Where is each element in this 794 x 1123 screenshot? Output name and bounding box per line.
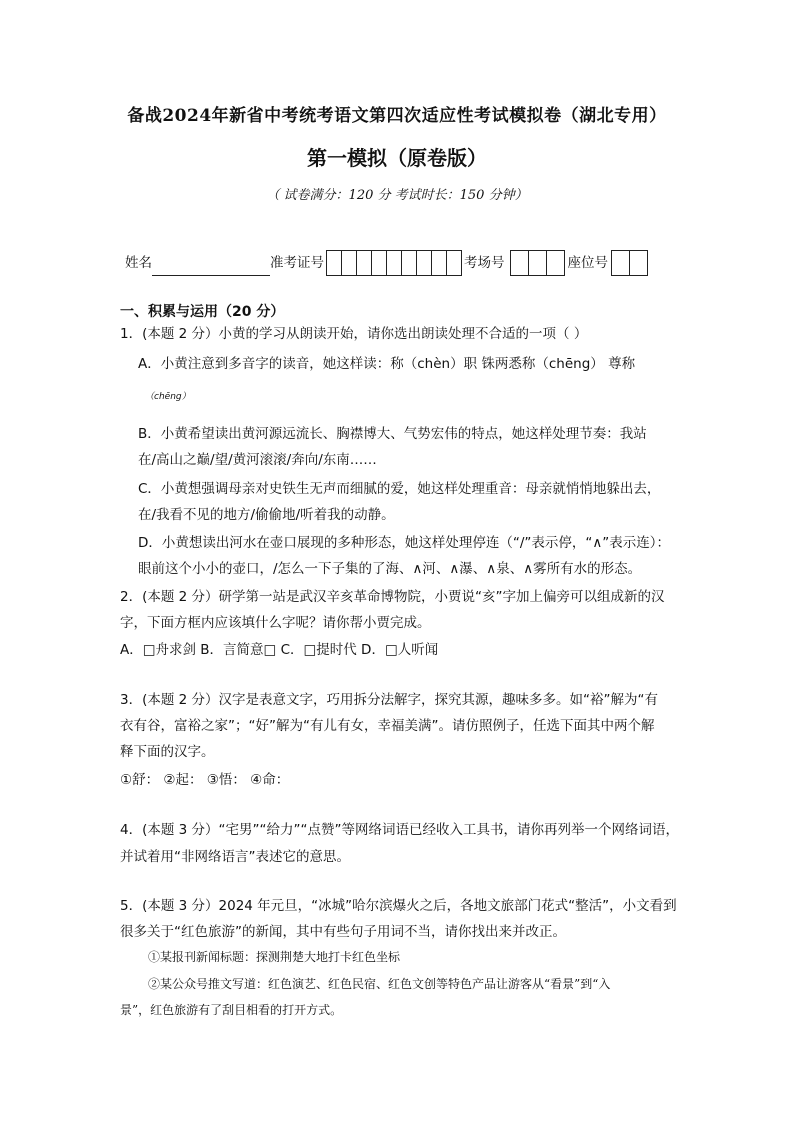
- q5-stem-cont: 很多关于“红色旅游”的新闻，其中有些句子用词不当，请你找出来并改正。: [120, 924, 566, 940]
- digit-box[interactable]: [371, 250, 387, 276]
- q1-option-b: B．小黄希望读出黄河源远流长、胸襟博大、气势宏伟的特点，她这样处理节奏：我站: [138, 426, 647, 442]
- q5-sentence-2: ②某公众号推文写道：红色演艺、红色民宿、红色文创等特色产品让游客从“看景”到“入: [148, 977, 611, 991]
- exam-title: 备战2024年新省中考统考语文第四次适应性考试模拟卷（湖北专用）: [127, 106, 667, 126]
- digit-box[interactable]: [446, 250, 462, 276]
- q1-stem: 1．(本题 2 分）小黄的学习从朗读开始，请你选出朗读处理不合适的一项（ ）: [120, 326, 588, 342]
- q1-option-c: C．小黄想强调母亲对史铁生无声而细腻的爱，她这样处理重音：母亲就悄悄地躲出去，: [138, 481, 661, 497]
- digit-box[interactable]: [629, 250, 648, 276]
- exam-subtitle: 第一模拟（原卷版）: [307, 146, 487, 170]
- q1-option-b-cont: 在/高山之巅/望/黄河滚滚/奔向/东南……: [138, 452, 377, 468]
- digit-box[interactable]: [386, 250, 402, 276]
- seat-number-boxes[interactable]: [612, 250, 648, 276]
- name-blank[interactable]: [152, 261, 270, 276]
- digit-box[interactable]: [416, 250, 432, 276]
- digit-box[interactable]: [528, 250, 547, 276]
- q5-sentence-2-cont: 景”，红色旅游有了刮目相看的打开方式。: [120, 1003, 343, 1017]
- q5-stem: 5．(本题 3 分）2024 年元旦，“冰城”哈尔滨爆火之后，各地文旅部门花式“整活”，小文看到: [120, 898, 677, 914]
- digit-box[interactable]: [341, 250, 357, 276]
- q1-option-a-cont: （chēng）: [145, 392, 191, 402]
- q2-options: A．□舟求剑 B．言简意□ C．□提时代 D．□人听闻: [120, 642, 439, 658]
- q4-stem-cont: 并试着用“非网络语言”表述它的意思。: [120, 849, 350, 865]
- q4-stem: 4．(本题 3 分）“宅男”“给力”“点赞”等网络词语已经收入工具书，请你再列举一个网络词语，: [120, 822, 679, 838]
- q2-stem-cont: 字，下面方框内应该填什么字呢？请你帮小贾完成。: [120, 615, 431, 631]
- room-number-boxes[interactable]: [511, 250, 565, 276]
- q1-option-a: A．小黄注意到多音字的读音，她这样读：称（chèn）职 铢两悉称（chēng） 尊称: [138, 356, 636, 372]
- digit-box[interactable]: [431, 250, 447, 276]
- digit-box[interactable]: [326, 250, 342, 276]
- q1-option-c-cont: 在/我看不见的地方/偷偷地/听着我的动静。: [138, 507, 395, 523]
- digit-box[interactable]: [510, 250, 529, 276]
- section-heading: 一、积累与运用（20 分）: [120, 304, 285, 320]
- q3-stem-cont1: 衣有谷，富裕之家”；“好”解为“有儿有女，幸福美满”。请仿照例子，任选下面其中两个解: [120, 718, 655, 734]
- q2-stem: 2．(本题 2 分）研学第一站是武汉辛亥革命博物院，小贾说“亥”字加上偏旁可以组成新的汉: [120, 589, 665, 605]
- q3-stem-cont2: 释下面的汉字。: [120, 744, 215, 760]
- q5-sentence-1: ①某报刊新闻标题：探测荆楚大地打卡红色坐标: [148, 950, 401, 964]
- candidate-info-row: [125, 250, 648, 276]
- ticket-label: 准考证号: [270, 255, 324, 271]
- exam-info: （ 试卷满分：120 分 考试时长：150 分钟）: [266, 188, 528, 203]
- q1-option-d: D．小黄想读出河水在壶口展现的多种形态，她这样处理停连（“/”表示停，“∧”表示连）：: [138, 535, 671, 551]
- room-label: 考场号: [464, 255, 505, 271]
- digit-box[interactable]: [356, 250, 372, 276]
- q3-stem: 3．(本题 2 分）汉字是表意文字，巧用拆分法解字，探究其源，趣味多多。如“裕”解为“有: [120, 692, 659, 708]
- q1-option-d-cont: 眼前这个小小的壶口，/怎么一下子集的了海、∧河、∧瀑、∧泉、∧雾所有水的形态。: [138, 561, 642, 577]
- name-label: 姓名: [125, 255, 152, 271]
- digit-box[interactable]: [611, 250, 630, 276]
- q3-items: ①舒： ②起： ③悟： ④命：: [120, 772, 290, 788]
- seat-label: 座位号: [567, 255, 608, 271]
- digit-box[interactable]: [546, 250, 565, 276]
- ticket-number-boxes[interactable]: [327, 250, 462, 276]
- digit-box[interactable]: [401, 250, 417, 276]
